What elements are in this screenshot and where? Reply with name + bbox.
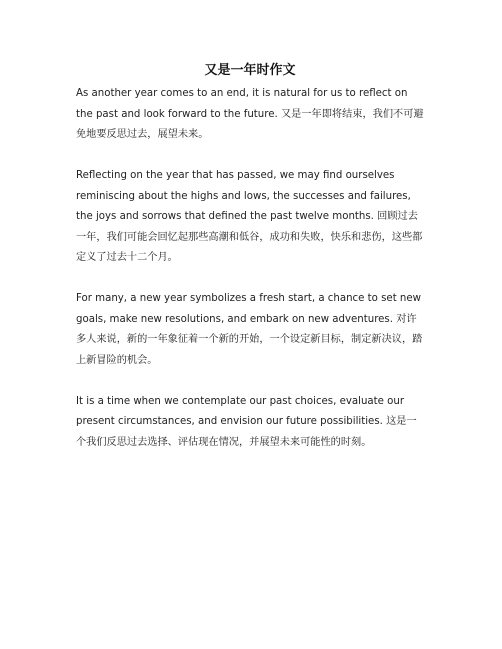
paragraph-2: Reflecting on the year that has passed, we may find ourselves reminiscing about the highs and lows, the successes and failures, the joys and sorrows that defined the past twelve months. 回顾过去一年，我们可能会回忆起那些高潮和低谷，成功和失败，快乐和悲伤，这些都定义了过去十二个月。	[76, 170, 423, 263]
paragraph-4: It is a time when we contemplate our past choices, evaluate our present circumstances, and envision our future possibilities. 这是一个我们反思过去选择、评估现在情况，并展望未来可能性的时刻。	[76, 395, 417, 448]
document-title: 又是一年时作文	[204, 63, 296, 78]
paragraph-3: For many, a new year symbolizes a fresh start, a chance to set new goals, make new resolutions, and embark on new adventures. 对许多人来说，新的一年象征着一个新的开始，一个设定新目标，制定新决议，踏上新冒险的机会。	[76, 293, 423, 366]
paragraph-1: As another year comes to an end, it is natural for us to reflect on the past and look forward to the future. 又是一年即将结束，我们不可避免地要反思过去，展望未来。	[76, 88, 424, 140]
